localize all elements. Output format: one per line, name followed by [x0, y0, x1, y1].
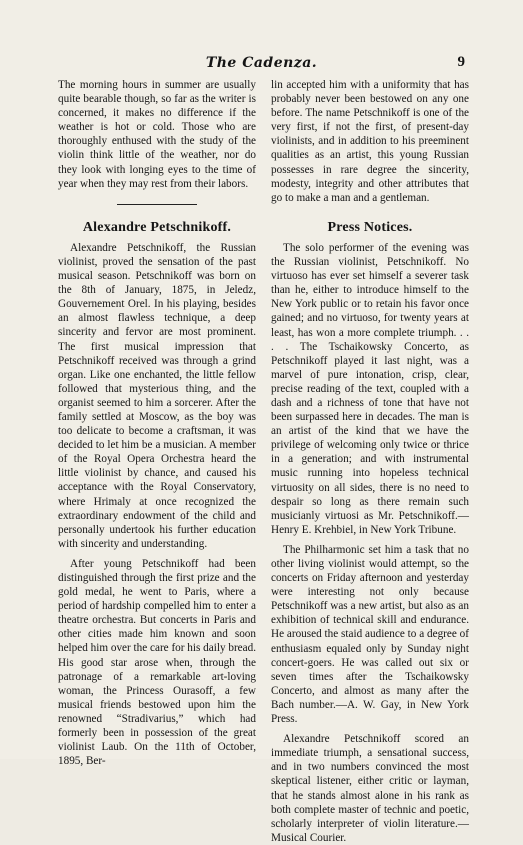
right-column — [271, 78, 469, 845]
section-spacer — [271, 205, 469, 221]
continued-paragraph: lin accepted him with a uniformity that has probably never been bestowed on any one before. The name Petschnikoff is one of the very first, if not the first, of present-day violinists, and in addition to his preeminent qualities as an artist, this young Russian possesses in rare degree the sincerity, modesty, integrity and other attributes that go to make a man and a gentleman. — [271, 79, 469, 204]
page-number: 9 — [457, 54, 465, 70]
article-paragraph: Alexandre Petschnikoff, the Russian violinist, proved the sensation of the past musical season. Petschnikoff was born on the 8th of January, 1875, in Jeledz, Gouvernement Orel. In his playing, besides an almost flawless technique, a deep sincerity and fervor are most prominent. The first musical impression that Petschnikoff received was through a grind organ. Like one enchanted, the little fellow followed that mysterious thing, and the organist seemed to him a sorcerer. After the family settled at Moscow, as the boy was too delicate to become a craftsman, it was decided to let him be a musician. A member of the Royal Opera Orchestra heard the little violinist by chance, and caused his acceptance with the Royal Conservatory, where Hrimaly at once recognized the extraordinary endowment of the child and personally undertook his further education with sincerity and understanding. — [58, 241, 256, 550]
left-column — [58, 78, 256, 768]
magazine-title: The Cadenza. — [205, 55, 318, 71]
press-notice: The solo performer of the evening was the Russian violinist, Petschnikoff. No virtuoso has ever set himself a severer task than he, either to introduce himself to the New York public or to retain his favor once gained; and no virtuoso, for twenty years at least, has won a more complete triumph. . . . . The Tschaikowsky Concerto, as Petschnikoff played it last night, was a marvel of pure intonation, crisp, clear, precise reading of the text, coupled with a dash and a richness of tone that have not been surpassed here in decades. The man is an artist of the kind that we have the privilege of welcoming only twice or thrice in a generation; and with instrumental music running into hopeless technical virtuosity on all sides, there is no need to despair so long as there remain such musicianly virtuosi as Mr. Petschnikoff.—Henry E. Krehbiel, in New York Tribune. — [271, 241, 469, 536]
press-notice: The Philharmonic set him a task that no other living violinist would attempt, so the concerts on Friday afternoon and yesterday were interesting not only because Petschnikoff was a new artist, but also as an exhibition of technical skill and endurance. He aroused the staid audience to a degree of enthusiasm equaled only by Sunday night concert-goers. He was called out six or seven times after the Tschaikowsky Concerto, and almost as many after the Bach number.—A. W. Gay, in New York Press. — [271, 543, 469, 726]
article-paragraph: After young Petschnikoff had been distinguished through the first prize and the gold medal, he went to Paris, where a period of hardship compelled him to enter a theatre orchestra. But concerts in Paris and other cities made him known and soon helped him over the care for his daily bread. His good star arose when, through the patronage of a remarkable art-loving woman, the Princess Ourasoff, a few musical friends bestowed upon him the renowned “Stradivarius,” which had formerly been in possession of the great violinist Laub. On the 11th of October, 1895, Ber- — [58, 557, 256, 768]
continued-paragraph: The morning hours in summer are usually quite bearable though, so far as the writer is concerned, it makes no difference if the weather is hot or cold. Those who are thoroughly enthused with the study of the violin think little of the weather, nor do they look with longing eyes to the time of year when they may rest from their labors. — [58, 79, 256, 190]
section-divider — [117, 204, 197, 205]
page-header — [56, 52, 467, 74]
section-heading-petschnikoff: Alexandre Petschnikoff. — [82, 219, 232, 235]
press-notice: Alexandre Petschnikoff scored an immediate triumph, a sensational success, and in two numbers convinced the most skeptical listener, either critic or layman, that he stands almost alone in his rank as both complete master of technic and poetic, scholarly interpreter of violin literature.—Musical Courier. — [271, 733, 469, 844]
section-heading-press-notices: Press Notices. — [327, 219, 413, 235]
